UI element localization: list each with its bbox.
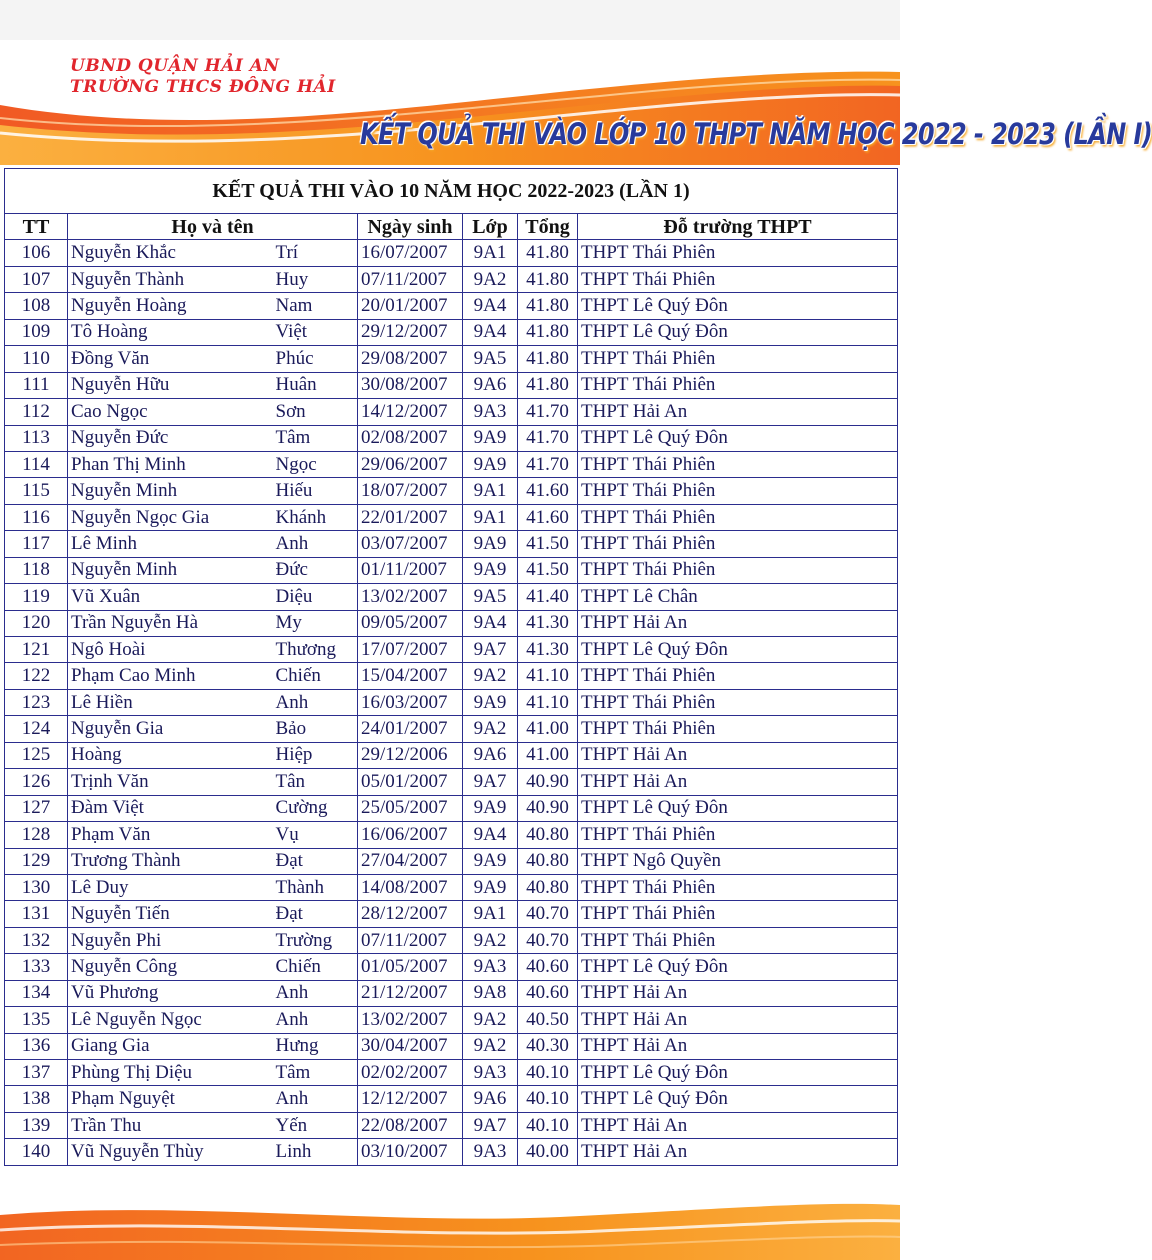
row-dob: 07/11/2007 xyxy=(358,266,463,292)
table-row xyxy=(5,478,898,504)
table-row xyxy=(5,1086,898,1112)
row-total: 40.80 xyxy=(518,822,578,848)
row-class: 9A4 xyxy=(463,610,518,636)
row-last-name: Cường xyxy=(276,795,358,821)
row-dob: 03/10/2007 xyxy=(358,1139,463,1165)
row-first-name: Ngô Hoài xyxy=(68,637,276,663)
table-row xyxy=(5,266,898,292)
row-school: THPT Thái Phiên xyxy=(578,927,898,953)
table-row xyxy=(5,874,898,900)
row-school: THPT Hải An xyxy=(578,1112,898,1138)
row-tt: 107 xyxy=(5,266,68,292)
row-school: THPT Thái Phiên xyxy=(578,531,898,557)
row-school: THPT Thái Phiên xyxy=(578,372,898,398)
col-header-dob: Ngày sinh xyxy=(358,214,463,240)
row-dob: 03/07/2007 xyxy=(358,531,463,557)
row-dob: 15/04/2007 xyxy=(358,663,463,689)
row-class: 9A9 xyxy=(463,795,518,821)
table-header-row xyxy=(5,214,898,240)
row-total: 41.70 xyxy=(518,399,578,425)
row-dob: 02/02/2007 xyxy=(358,1060,463,1086)
row-class: 9A4 xyxy=(463,319,518,345)
row-total: 40.80 xyxy=(518,848,578,874)
row-tt: 128 xyxy=(5,822,68,848)
row-school: THPT Thái Phiên xyxy=(578,557,898,583)
row-dob: 27/04/2007 xyxy=(358,848,463,874)
row-dob: 05/01/2007 xyxy=(358,769,463,795)
row-first-name: Nguyễn Hữu xyxy=(68,372,276,398)
row-dob: 29/12/2006 xyxy=(358,742,463,768)
row-total: 41.40 xyxy=(518,584,578,610)
table-row xyxy=(5,319,898,345)
row-last-name: Yến xyxy=(276,1112,358,1138)
row-class: 9A2 xyxy=(463,266,518,292)
row-dob: 17/07/2007 xyxy=(358,637,463,663)
row-dob: 14/08/2007 xyxy=(358,874,463,900)
row-class: 9A4 xyxy=(463,822,518,848)
row-first-name: Nguyễn Khắc xyxy=(68,240,276,266)
row-tt: 136 xyxy=(5,1033,68,1059)
row-school: THPT Thái Phiên xyxy=(578,504,898,530)
table-row xyxy=(5,1060,898,1086)
row-class: 9A7 xyxy=(463,1112,518,1138)
row-last-name: My xyxy=(276,610,358,636)
row-first-name: Lê Hiền xyxy=(68,689,276,715)
org-line-2: TRƯỜNG THCS ĐÔNG HẢI xyxy=(70,77,336,97)
row-total: 40.10 xyxy=(518,1112,578,1138)
row-first-name: Phạm Cao Minh xyxy=(68,663,276,689)
row-last-name: Chiến xyxy=(276,663,358,689)
row-tt: 106 xyxy=(5,240,68,266)
row-tt: 130 xyxy=(5,874,68,900)
row-total: 41.80 xyxy=(518,346,578,372)
row-school: THPT Lê Quý Đôn xyxy=(578,637,898,663)
row-total: 41.50 xyxy=(518,531,578,557)
table-row xyxy=(5,557,898,583)
row-school: THPT Thái Phiên xyxy=(578,716,898,742)
row-tt: 111 xyxy=(5,372,68,398)
row-school: THPT Thái Phiên xyxy=(578,689,898,715)
row-last-name: Anh xyxy=(276,689,358,715)
row-tt: 127 xyxy=(5,795,68,821)
row-last-name: Vụ xyxy=(276,822,358,848)
row-first-name: Nguyễn Công xyxy=(68,954,276,980)
row-last-name: Hiệp xyxy=(276,742,358,768)
banner-title: KẾT QUẢ THI VÀO LỚP 10 THPT NĂM HỌC 2022 - 2023 (LẦN I) xyxy=(360,117,1152,152)
row-total: 41.60 xyxy=(518,478,578,504)
row-school: THPT Hải An xyxy=(578,980,898,1006)
page-header xyxy=(0,0,1152,165)
row-first-name: Đàm Việt xyxy=(68,795,276,821)
row-dob: 13/02/2007 xyxy=(358,584,463,610)
row-total: 40.70 xyxy=(518,901,578,927)
table-row xyxy=(5,425,898,451)
table-row xyxy=(5,795,898,821)
row-total: 40.90 xyxy=(518,795,578,821)
row-last-name: Anh xyxy=(276,980,358,1006)
row-last-name: Anh xyxy=(276,1007,358,1033)
row-first-name: Vũ Xuân xyxy=(68,584,276,610)
row-school: THPT Hải An xyxy=(578,399,898,425)
row-school: THPT Lê Quý Đôn xyxy=(578,1060,898,1086)
row-class: 9A7 xyxy=(463,769,518,795)
row-first-name: Phan Thị Minh xyxy=(68,451,276,477)
row-tt: 110 xyxy=(5,346,68,372)
row-tt: 132 xyxy=(5,927,68,953)
row-tt: 108 xyxy=(5,293,68,319)
row-class: 9A2 xyxy=(463,1033,518,1059)
row-last-name: Linh xyxy=(276,1139,358,1165)
row-tt: 139 xyxy=(5,1112,68,1138)
row-class: 9A1 xyxy=(463,504,518,530)
row-tt: 134 xyxy=(5,980,68,1006)
row-last-name: Chiến xyxy=(276,954,358,980)
row-total: 41.10 xyxy=(518,663,578,689)
row-tt: 138 xyxy=(5,1086,68,1112)
row-last-name: Thương xyxy=(276,637,358,663)
row-dob: 13/02/2007 xyxy=(358,1007,463,1033)
row-tt: 115 xyxy=(5,478,68,504)
row-total: 40.10 xyxy=(518,1060,578,1086)
row-tt: 119 xyxy=(5,584,68,610)
row-school: THPT Hải An xyxy=(578,1139,898,1165)
row-class: 9A1 xyxy=(463,478,518,504)
row-last-name: Trí xyxy=(276,240,358,266)
row-last-name: Bảo xyxy=(276,716,358,742)
row-last-name: Trường xyxy=(276,927,358,953)
row-first-name: Nguyễn Đức xyxy=(68,425,276,451)
row-first-name: Phạm Nguyệt xyxy=(68,1086,276,1112)
row-class: 9A3 xyxy=(463,954,518,980)
table-row xyxy=(5,293,898,319)
table-caption: KẾT QUẢ THI VÀO 10 NĂM HỌC 2022-2023 (LẦN 1) xyxy=(5,169,898,214)
row-total: 40.50 xyxy=(518,1007,578,1033)
row-class: 9A2 xyxy=(463,927,518,953)
results-table xyxy=(4,168,898,1166)
row-school: THPT Thái Phiên xyxy=(578,346,898,372)
row-class: 9A9 xyxy=(463,848,518,874)
table-row xyxy=(5,372,898,398)
row-dob: 30/08/2007 xyxy=(358,372,463,398)
row-school: THPT Hải An xyxy=(578,1007,898,1033)
row-tt: 116 xyxy=(5,504,68,530)
row-first-name: Nguyễn Ngọc Gia xyxy=(68,504,276,530)
row-last-name: Huy xyxy=(276,266,358,292)
row-first-name: Cao Ngọc xyxy=(68,399,276,425)
row-first-name: Phạm Văn xyxy=(68,822,276,848)
row-tt: 125 xyxy=(5,742,68,768)
row-total: 40.60 xyxy=(518,954,578,980)
table-row xyxy=(5,954,898,980)
row-total: 41.30 xyxy=(518,610,578,636)
row-last-name: Hiếu xyxy=(276,478,358,504)
row-last-name: Thành xyxy=(276,874,358,900)
row-class: 9A9 xyxy=(463,531,518,557)
row-total: 41.80 xyxy=(518,319,578,345)
row-total: 41.70 xyxy=(518,451,578,477)
row-total: 40.00 xyxy=(518,1139,578,1165)
table-row xyxy=(5,716,898,742)
row-school: THPT Thái Phiên xyxy=(578,240,898,266)
row-school: THPT Thái Phiên xyxy=(578,451,898,477)
row-dob: 29/08/2007 xyxy=(358,346,463,372)
row-last-name: Tâm xyxy=(276,425,358,451)
row-dob: 09/05/2007 xyxy=(358,610,463,636)
row-last-name: Ngọc xyxy=(276,451,358,477)
org-name xyxy=(70,56,336,98)
row-class: 9A2 xyxy=(463,716,518,742)
row-last-name: Huân xyxy=(276,372,358,398)
row-class: 9A6 xyxy=(463,742,518,768)
row-class: 9A8 xyxy=(463,980,518,1006)
row-total: 40.30 xyxy=(518,1033,578,1059)
row-last-name: Diệu xyxy=(276,584,358,610)
row-total: 41.10 xyxy=(518,689,578,715)
row-school: THPT Lê Quý Đôn xyxy=(578,425,898,451)
row-dob: 07/11/2007 xyxy=(358,927,463,953)
row-dob: 16/07/2007 xyxy=(358,240,463,266)
row-last-name: Đức xyxy=(276,557,358,583)
row-class: 9A9 xyxy=(463,451,518,477)
row-last-name: Sơn xyxy=(276,399,358,425)
row-tt: 121 xyxy=(5,637,68,663)
col-header-school: Đỗ trường THPT xyxy=(578,214,898,240)
row-last-name: Đạt xyxy=(276,901,358,927)
row-total: 40.70 xyxy=(518,927,578,953)
row-school: THPT Thái Phiên xyxy=(578,874,898,900)
row-tt: 140 xyxy=(5,1139,68,1165)
row-dob: 30/04/2007 xyxy=(358,1033,463,1059)
row-first-name: Trần Nguyễn Hà xyxy=(68,610,276,636)
row-school: THPT Lê Quý Đôn xyxy=(578,1086,898,1112)
row-first-name: Lê Minh xyxy=(68,531,276,557)
footer-swoosh-graphic xyxy=(0,1195,900,1260)
row-class: 9A1 xyxy=(463,240,518,266)
row-total: 41.80 xyxy=(518,372,578,398)
row-class: 9A6 xyxy=(463,1086,518,1112)
row-first-name: Nguyễn Gia xyxy=(68,716,276,742)
row-last-name: Nam xyxy=(276,293,358,319)
table-row xyxy=(5,584,898,610)
table-row xyxy=(5,822,898,848)
row-tt: 137 xyxy=(5,1060,68,1086)
table-row xyxy=(5,848,898,874)
row-dob: 29/06/2007 xyxy=(358,451,463,477)
row-first-name: Lê Duy xyxy=(68,874,276,900)
row-school: THPT Thái Phiên xyxy=(578,663,898,689)
row-first-name: Trịnh Văn xyxy=(68,769,276,795)
row-tt: 120 xyxy=(5,610,68,636)
row-total: 40.60 xyxy=(518,980,578,1006)
row-first-name: Nguyễn Hoàng xyxy=(68,293,276,319)
row-last-name: Việt xyxy=(276,319,358,345)
row-school: THPT Hải An xyxy=(578,769,898,795)
row-class: 9A4 xyxy=(463,293,518,319)
page-footer xyxy=(0,1195,900,1260)
row-tt: 135 xyxy=(5,1007,68,1033)
row-tt: 113 xyxy=(5,425,68,451)
row-dob: 16/06/2007 xyxy=(358,822,463,848)
row-school: THPT Hải An xyxy=(578,1033,898,1059)
row-class: 9A7 xyxy=(463,637,518,663)
row-dob: 18/07/2007 xyxy=(358,478,463,504)
row-tt: 126 xyxy=(5,769,68,795)
row-tt: 133 xyxy=(5,954,68,980)
row-total: 41.00 xyxy=(518,716,578,742)
row-school: THPT Thái Phiên xyxy=(578,822,898,848)
row-total: 41.50 xyxy=(518,557,578,583)
row-school: THPT Hải An xyxy=(578,742,898,768)
row-dob: 22/01/2007 xyxy=(358,504,463,530)
row-class: 9A3 xyxy=(463,1060,518,1086)
row-last-name: Hưng xyxy=(276,1033,358,1059)
table-row xyxy=(5,451,898,477)
col-header-total: Tổng xyxy=(518,214,578,240)
row-last-name: Phúc xyxy=(276,346,358,372)
row-first-name: Vũ Nguyễn Thùy xyxy=(68,1139,276,1165)
row-tt: 114 xyxy=(5,451,68,477)
row-school: THPT Lê Chân xyxy=(578,584,898,610)
row-class: 9A2 xyxy=(463,663,518,689)
row-total: 41.70 xyxy=(518,425,578,451)
table-row xyxy=(5,927,898,953)
row-last-name: Tân xyxy=(276,769,358,795)
table-row xyxy=(5,689,898,715)
row-tt: 112 xyxy=(5,399,68,425)
row-last-name: Đạt xyxy=(276,848,358,874)
row-total: 40.90 xyxy=(518,769,578,795)
row-tt: 131 xyxy=(5,901,68,927)
row-first-name: Hoàng xyxy=(68,742,276,768)
row-first-name: Nguyễn Thành xyxy=(68,266,276,292)
row-tt: 123 xyxy=(5,689,68,715)
row-total: 41.80 xyxy=(518,266,578,292)
row-class: 9A9 xyxy=(463,425,518,451)
table-row xyxy=(5,1112,898,1138)
table-row xyxy=(5,637,898,663)
row-total: 40.80 xyxy=(518,874,578,900)
row-school: THPT Thái Phiên xyxy=(578,266,898,292)
row-first-name: Nguyễn Minh xyxy=(68,478,276,504)
row-first-name: Lê Nguyễn Ngọc xyxy=(68,1007,276,1033)
table-row xyxy=(5,240,898,266)
col-header-class: Lớp xyxy=(463,214,518,240)
row-class: 9A9 xyxy=(463,689,518,715)
table-row xyxy=(5,1033,898,1059)
row-total: 41.80 xyxy=(518,293,578,319)
row-total: 40.10 xyxy=(518,1086,578,1112)
row-dob: 12/12/2007 xyxy=(358,1086,463,1112)
row-total: 41.30 xyxy=(518,637,578,663)
row-dob: 20/01/2007 xyxy=(358,293,463,319)
row-first-name: Giang Gia xyxy=(68,1033,276,1059)
col-header-name: Họ và tên xyxy=(68,214,358,240)
row-tt: 129 xyxy=(5,848,68,874)
table-row xyxy=(5,504,898,530)
row-class: 9A2 xyxy=(463,1007,518,1033)
row-total: 41.00 xyxy=(518,742,578,768)
table-row xyxy=(5,742,898,768)
table-row xyxy=(5,610,898,636)
row-tt: 109 xyxy=(5,319,68,345)
table-body xyxy=(5,240,898,1165)
row-school: THPT Lê Quý Đôn xyxy=(578,319,898,345)
row-class: 9A9 xyxy=(463,874,518,900)
col-header-tt: TT xyxy=(5,214,68,240)
row-first-name: Tô Hoàng xyxy=(68,319,276,345)
row-tt: 122 xyxy=(5,663,68,689)
row-dob: 01/11/2007 xyxy=(358,557,463,583)
row-tt: 117 xyxy=(5,531,68,557)
row-dob: 02/08/2007 xyxy=(358,425,463,451)
row-first-name: Đồng Văn xyxy=(68,346,276,372)
row-class: 9A3 xyxy=(463,399,518,425)
table-row xyxy=(5,531,898,557)
row-class: 9A5 xyxy=(463,346,518,372)
row-first-name: Trương Thành xyxy=(68,848,276,874)
row-total: 41.80 xyxy=(518,240,578,266)
row-dob: 01/05/2007 xyxy=(358,954,463,980)
row-school: THPT Ngô Quyền xyxy=(578,848,898,874)
row-school: THPT Lê Quý Đôn xyxy=(578,795,898,821)
row-class: 9A9 xyxy=(463,557,518,583)
row-class: 9A1 xyxy=(463,901,518,927)
table-row xyxy=(5,663,898,689)
row-dob: 25/05/2007 xyxy=(358,795,463,821)
row-dob: 24/01/2007 xyxy=(358,716,463,742)
org-line-1: UBND QUẬN HẢI AN xyxy=(70,56,280,76)
row-school: THPT Lê Quý Đôn xyxy=(578,293,898,319)
row-first-name: Trần Thu xyxy=(68,1112,276,1138)
row-dob: 28/12/2007 xyxy=(358,901,463,927)
row-last-name: Anh xyxy=(276,1086,358,1112)
row-school: THPT Thái Phiên xyxy=(578,901,898,927)
row-dob: 16/03/2007 xyxy=(358,689,463,715)
table-row xyxy=(5,769,898,795)
row-dob: 14/12/2007 xyxy=(358,399,463,425)
row-last-name: Khánh xyxy=(276,504,358,530)
table-row xyxy=(5,1007,898,1033)
table-row xyxy=(5,980,898,1006)
row-last-name: Anh xyxy=(276,531,358,557)
row-first-name: Nguyễn Tiến xyxy=(68,901,276,927)
row-tt: 118 xyxy=(5,557,68,583)
row-total: 41.60 xyxy=(518,504,578,530)
row-first-name: Nguyễn Minh xyxy=(68,557,276,583)
row-first-name: Phùng Thị Diệu xyxy=(68,1060,276,1086)
row-first-name: Vũ Phương xyxy=(68,980,276,1006)
row-first-name: Nguyễn Phi xyxy=(68,927,276,953)
row-dob: 22/08/2007 xyxy=(358,1112,463,1138)
row-school: THPT Thái Phiên xyxy=(578,478,898,504)
row-class: 9A3 xyxy=(463,1139,518,1165)
row-tt: 124 xyxy=(5,716,68,742)
row-school: THPT Hải An xyxy=(578,610,898,636)
row-dob: 29/12/2007 xyxy=(358,319,463,345)
row-class: 9A5 xyxy=(463,584,518,610)
row-school: THPT Lê Quý Đôn xyxy=(578,954,898,980)
row-dob: 21/12/2007 xyxy=(358,980,463,1006)
table-row xyxy=(5,346,898,372)
table-row xyxy=(5,901,898,927)
table-row xyxy=(5,1139,898,1165)
table-row xyxy=(5,399,898,425)
row-last-name: Tâm xyxy=(276,1060,358,1086)
row-class: 9A6 xyxy=(463,372,518,398)
